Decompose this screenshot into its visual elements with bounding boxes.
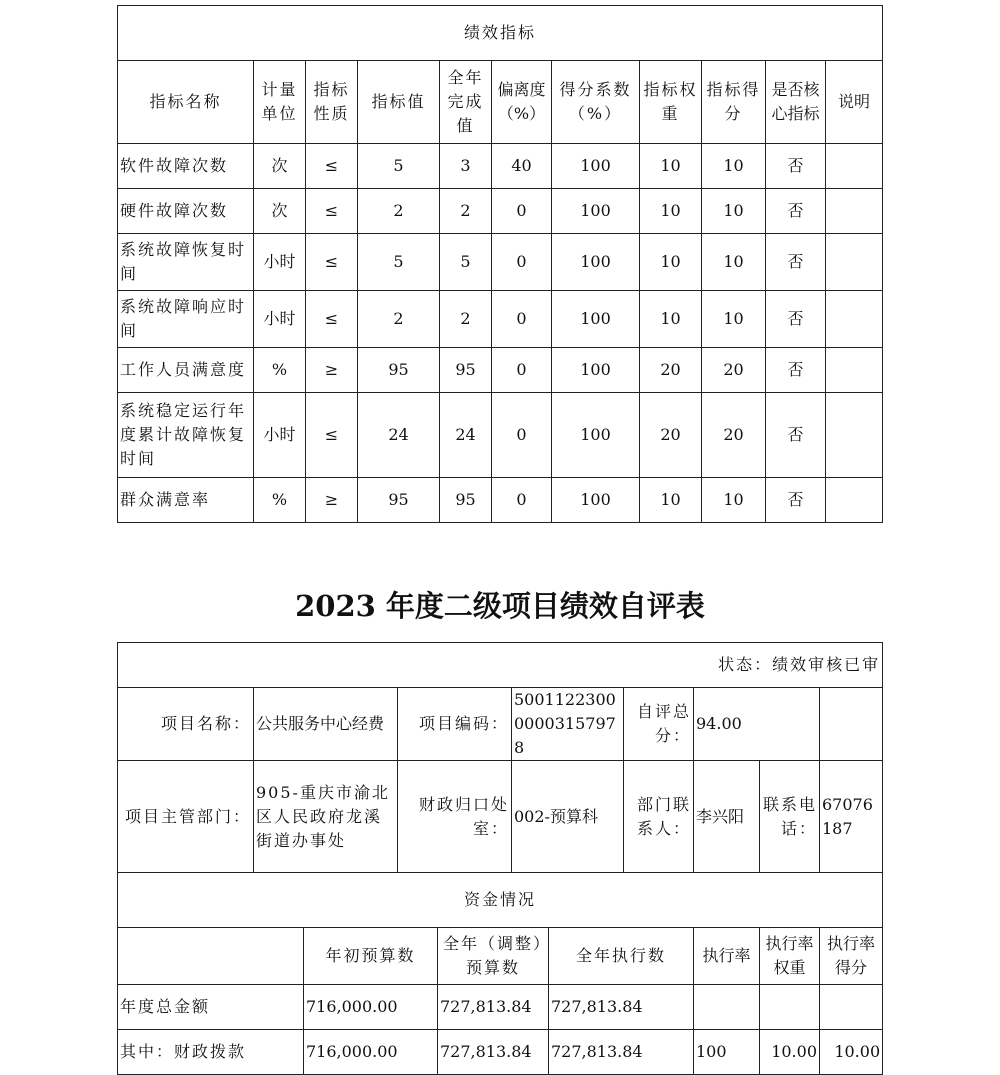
deviation: 0: [492, 478, 552, 523]
target-value: 2: [358, 189, 440, 234]
weight: 10: [640, 291, 702, 348]
column-header: 执行率权重: [760, 928, 820, 985]
column-header: 指标权重: [640, 61, 702, 144]
table-row: [118, 234, 883, 291]
adjusted-budget: 727,813.84: [438, 985, 549, 1030]
nature: ≤: [306, 393, 358, 478]
execution-rate-score: 10.00: [820, 1030, 883, 1075]
nature: ≤: [306, 291, 358, 348]
score: 20: [702, 393, 766, 478]
column-header: 执行率: [694, 928, 760, 985]
executed-amount: 727,813.84: [549, 1030, 694, 1075]
table-section-title: 绩效指标: [118, 6, 883, 61]
project-code: 500112230000003157978: [512, 688, 624, 761]
score-coefficient: 100: [552, 189, 640, 234]
project-name: 公共服务中心经费: [254, 688, 398, 761]
column-header: 偏离度（%）: [492, 61, 552, 144]
table-row: [118, 985, 883, 1030]
note: [826, 478, 883, 523]
column-header: 得分系数（%）: [552, 61, 640, 144]
status-text: 状态：绩效审核已审: [118, 643, 883, 688]
indicator-name: 硬件故障次数: [118, 189, 254, 234]
nature: ≥: [306, 348, 358, 393]
column-header: 指标性质: [306, 61, 358, 144]
note: [826, 291, 883, 348]
dept-label: 项目主管部门：: [118, 761, 254, 873]
finance-office: 002-预算科: [512, 761, 624, 873]
note: [826, 393, 883, 478]
is-core: 否: [766, 478, 826, 523]
self-score-label: 自评总分：: [624, 688, 694, 761]
nature: ≥: [306, 478, 358, 523]
indicator-name: 系统故障恢复时间: [118, 234, 254, 291]
column-header: 指标得分: [702, 61, 766, 144]
target-value: 5: [358, 234, 440, 291]
indicator-name: 系统稳定运行年度累计故障恢复时间: [118, 393, 254, 478]
score-coefficient: 100: [552, 144, 640, 189]
table-row: [118, 393, 883, 478]
dept: 905-重庆市渝北区人民政府龙溪街道办事处: [254, 761, 398, 873]
self-score: 94.00: [694, 688, 820, 761]
column-header: 执行率得分: [820, 928, 883, 985]
table-row: [118, 1030, 883, 1075]
project-info-row: [118, 688, 883, 761]
actual-value: 2: [440, 189, 492, 234]
actual-value: 2: [440, 291, 492, 348]
score-coefficient: 100: [552, 478, 640, 523]
nature: ≤: [306, 144, 358, 189]
execution-rate-weight: [760, 985, 820, 1030]
deviation: 0: [492, 234, 552, 291]
score: 20: [702, 348, 766, 393]
column-header: 说明: [826, 61, 883, 144]
unit: 次: [254, 189, 306, 234]
project-evaluation-table: [117, 642, 883, 1075]
is-core: 否: [766, 348, 826, 393]
is-core: 否: [766, 144, 826, 189]
adjusted-budget: 727,813.84: [438, 1030, 549, 1075]
deviation: 40: [492, 144, 552, 189]
actual-value: 95: [440, 348, 492, 393]
indicator-name: 工作人员满意度: [118, 348, 254, 393]
table-row: [118, 478, 883, 523]
note: [826, 234, 883, 291]
column-header: [118, 928, 304, 985]
score-coefficient: 100: [552, 291, 640, 348]
actual-value: 24: [440, 393, 492, 478]
contact-label: 部门联系人：: [624, 761, 694, 873]
weight: 10: [640, 144, 702, 189]
deviation: 0: [492, 291, 552, 348]
phone-label: 联系电话：: [760, 761, 820, 873]
column-header: 指标值: [358, 61, 440, 144]
execution-rate-score: [820, 985, 883, 1030]
score-coefficient: 100: [552, 234, 640, 291]
is-core: 否: [766, 393, 826, 478]
target-value: 2: [358, 291, 440, 348]
deviation: 0: [492, 393, 552, 478]
project-code-label: 项目编码：: [398, 688, 512, 761]
deviation: 0: [492, 189, 552, 234]
funds-header-row: [118, 928, 883, 985]
funds-section-title: 资金情况: [118, 873, 883, 928]
score: 10: [702, 291, 766, 348]
funds-label: 年度总金额: [118, 985, 304, 1030]
unit: %: [254, 348, 306, 393]
weight: 10: [640, 478, 702, 523]
score: 10: [702, 144, 766, 189]
unit: 小时: [254, 291, 306, 348]
target-value: 24: [358, 393, 440, 478]
weight: 10: [640, 189, 702, 234]
score: 10: [702, 234, 766, 291]
unit: 小时: [254, 234, 306, 291]
table-row: [118, 348, 883, 393]
unit: 小时: [254, 393, 306, 478]
target-value: 95: [358, 348, 440, 393]
note: [826, 144, 883, 189]
indicator-name: 软件故障次数: [118, 144, 254, 189]
score: 10: [702, 478, 766, 523]
score: 10: [702, 189, 766, 234]
score-coefficient: 100: [552, 393, 640, 478]
nature: ≤: [306, 189, 358, 234]
note: [826, 348, 883, 393]
column-header: 全年完成值: [440, 61, 492, 144]
table-header-row: [118, 61, 883, 144]
column-header: 是否核心指标: [766, 61, 826, 144]
unit: 次: [254, 144, 306, 189]
note: [826, 189, 883, 234]
funds-label: 其中：财政拨款: [118, 1030, 304, 1075]
table-row: [118, 189, 883, 234]
actual-value: 95: [440, 478, 492, 523]
weight: 20: [640, 393, 702, 478]
weight: 20: [640, 348, 702, 393]
actual-value: 5: [440, 234, 492, 291]
table-row: [118, 291, 883, 348]
execution-rate: 100: [694, 1030, 760, 1075]
is-core: 否: [766, 291, 826, 348]
score-coefficient: 100: [552, 348, 640, 393]
column-header: 年初预算数: [304, 928, 438, 985]
weight: 10: [640, 234, 702, 291]
executed-amount: 727,813.84: [549, 985, 694, 1030]
project-name-label: 项目名称：: [118, 688, 254, 761]
column-header: 计量单位: [254, 61, 306, 144]
column-header: 指标名称: [118, 61, 254, 144]
indicator-name: 群众满意率: [118, 478, 254, 523]
document-title: 2023 年度二级项目绩效自评表: [295, 589, 705, 623]
indicator-name: 系统故障响应时间: [118, 291, 254, 348]
empty-cell: [820, 688, 883, 761]
initial-budget: 716,000.00: [304, 985, 438, 1030]
performance-indicator-table: [117, 5, 883, 523]
actual-value: 3: [440, 144, 492, 189]
column-header: 全年（调整）预算数: [438, 928, 549, 985]
column-header: 全年执行数: [549, 928, 694, 985]
table-row: [118, 144, 883, 189]
deviation: 0: [492, 348, 552, 393]
is-core: 否: [766, 189, 826, 234]
execution-rate-weight: 10.00: [760, 1030, 820, 1075]
execution-rate: [694, 985, 760, 1030]
unit: %: [254, 478, 306, 523]
target-value: 95: [358, 478, 440, 523]
contact-person: 李兴阳: [694, 761, 760, 873]
initial-budget: 716,000.00: [304, 1030, 438, 1075]
project-dept-row: [118, 761, 883, 873]
target-value: 5: [358, 144, 440, 189]
phone-number: 67076187: [820, 761, 883, 873]
nature: ≤: [306, 234, 358, 291]
is-core: 否: [766, 234, 826, 291]
finance-label: 财政归口处室：: [398, 761, 512, 873]
